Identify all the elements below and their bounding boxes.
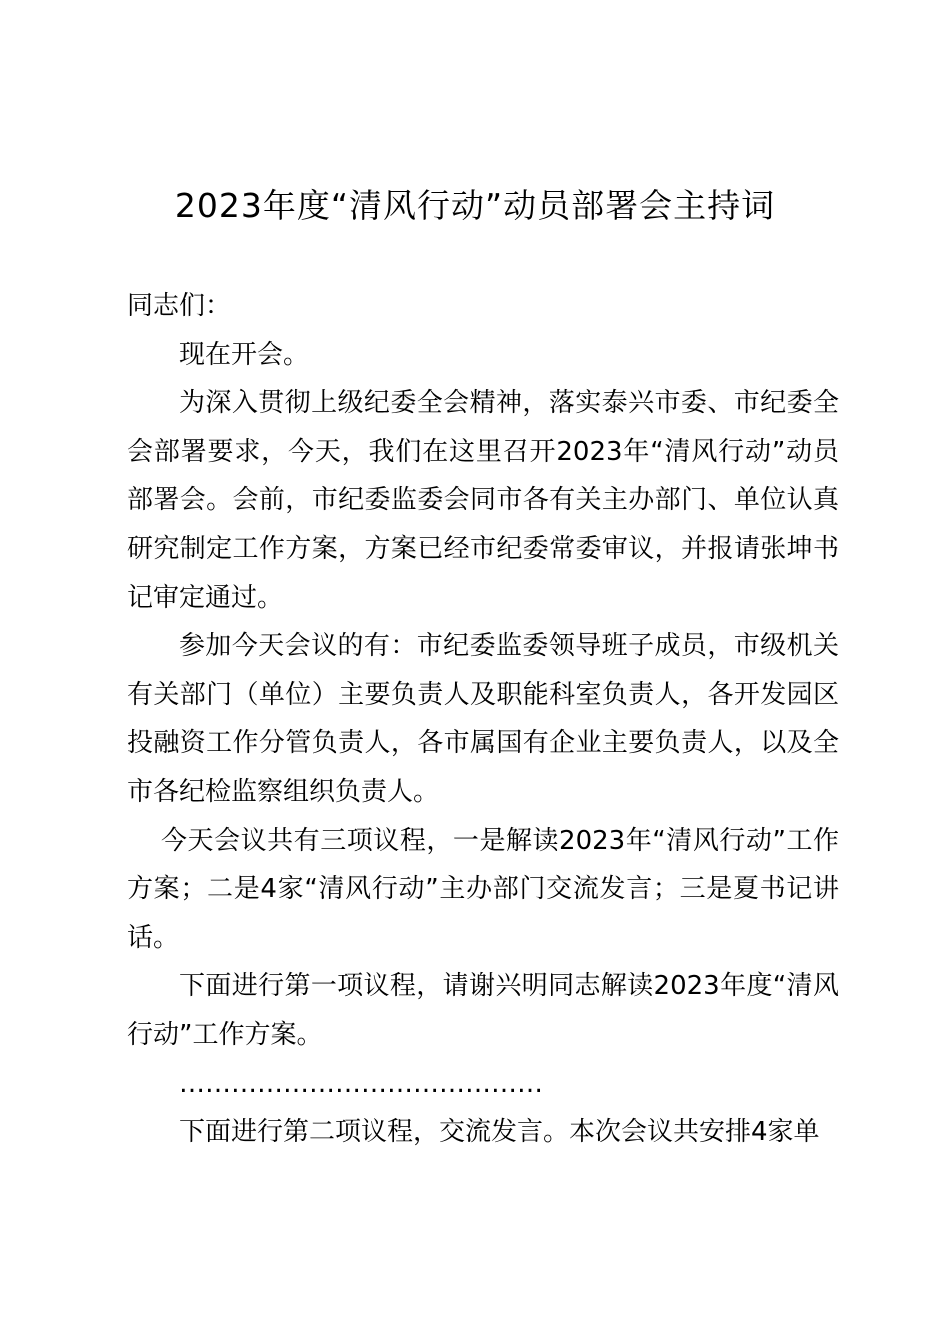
paragraph-attendees: 参加今天会议的有：市纪委监委领导班子成员，市级机关有关部门（单位）主要负责人及职能科室负责人，各开发园区投融资工作分管负责人，各市属国有企业主要负责人，以及全市各纪检监察组织负责人。 [127,631,839,807]
paragraph-agenda-item-1: 下面进行第一项议程，请谢兴明同志解读2023年度“清风行动”工作方案。 [127,971,839,1050]
salutation: 同志们： [127,291,232,321]
document-body [127,282,839,1157]
paragraph-opening: 现在开会。 [179,339,310,370]
document-title: 2023年度“清风行动”动员部署会主持词 [174,186,776,225]
ellipsis-line: …………………………………… [179,1068,543,1099]
paragraph-agenda: 今天会议共有三项议程，一是解读2023年“清风行动”工作方案；二是4家“清风行动”主办部门交流发言；三是夏书记讲话。 [127,825,839,953]
paragraph-purpose: 为深入贯彻上级纪委全会精神，落实泰兴市委、市纪委全会部署要求，今天，我们在这里召开2023年“清风行动”动员部署会。会前，市纪委监委会同市各有关主办部门、单位认真研究制定工作方案，方案已经市纪委常委审议，并报请张坤书记审定通过。 [127,388,839,613]
paragraph-agenda-item-2: 下面进行第二项议程，交流发言。本次会议共安排4家单 [179,1117,820,1148]
